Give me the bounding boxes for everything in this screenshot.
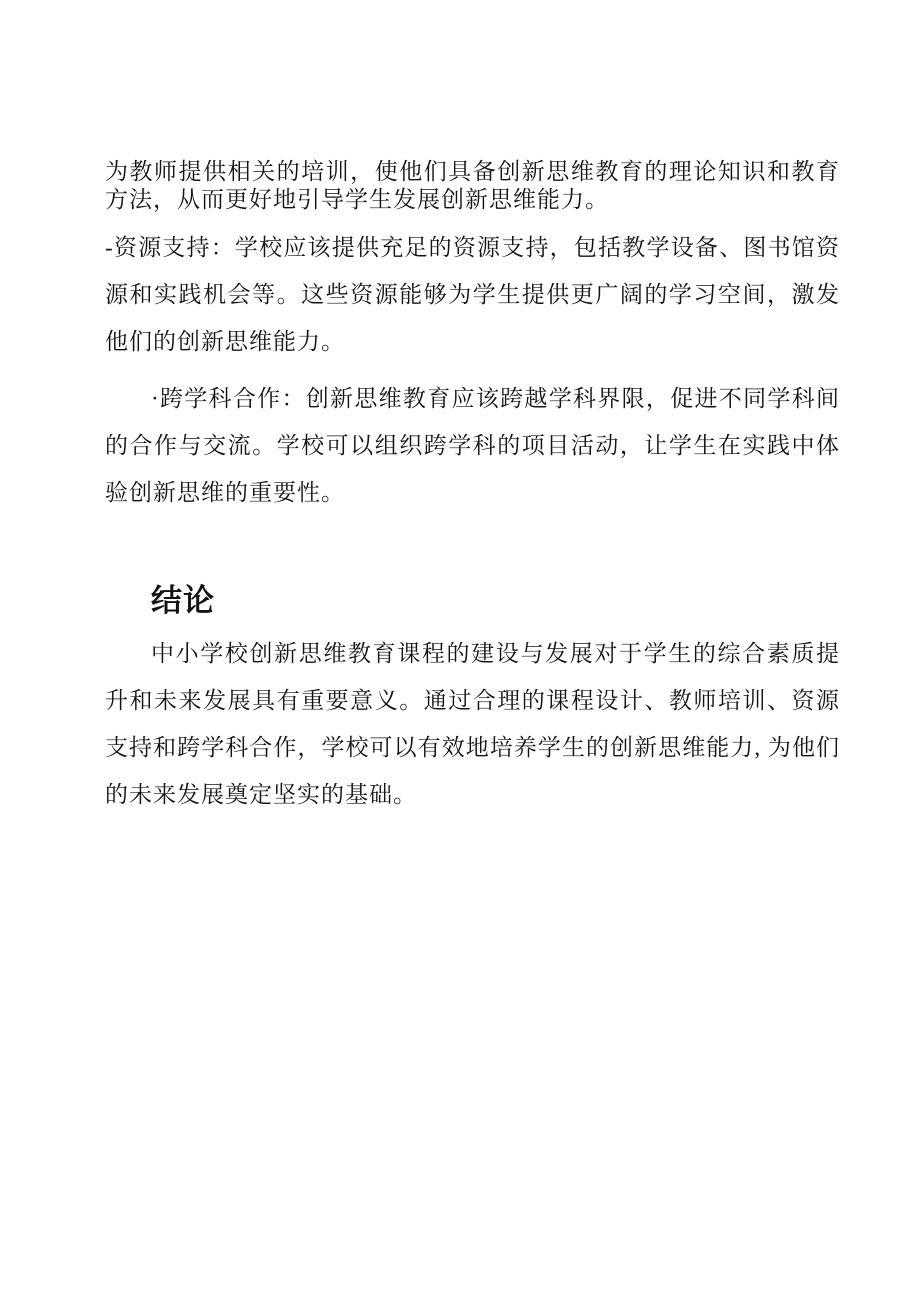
- document-body: [105, 158, 840, 818]
- paragraph-teacher-training-continuation: 为教师提供相关的培训，使他们具备创新思维教育的理论知识和教育方法，从而更好地引导学生发展创新思维能力。: [105, 159, 840, 212]
- paragraph-interdisciplinary-cooperation: ·跨学科合作：创新思维教育应该跨越学科界限，促进不同学科间的合作与交流。学校可以组织跨学科的项目活动，让学生在实践中体验创新思维的重要性。: [105, 386, 840, 505]
- conclusion-heading: 结论: [151, 583, 215, 618]
- paragraph-resource-support: -资源支持：学校应该提供充足的资源支持，包括教学设备、图书馆资源和实践机会等。这些资源能够为学生提供更广阔的学习空间，激发他们的创新思维能力。: [105, 235, 840, 354]
- paragraph-conclusion: 中小学校创新思维教育课程的建设与发展对于学生的综合素质提升和未来发展具有重要意义。通过合理的课程设计、教师培训、资源支持和跨学科合作，学校可以有效地培养学生的创新思维能力, 为他们的未来发展奠定坚实的基础。: [105, 641, 840, 807]
